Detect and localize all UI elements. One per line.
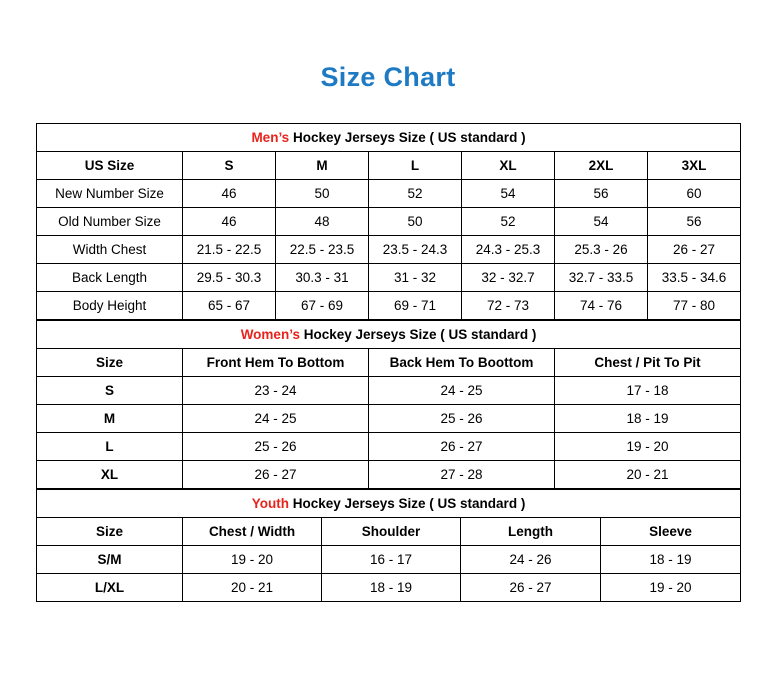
mens-row-2-cell-2: 22.5 - 23.5 <box>276 236 369 264</box>
womens-row-2-cell-2: 26 - 27 <box>369 433 555 461</box>
womens-row-1-label: M <box>37 405 183 433</box>
table-row <box>37 208 741 236</box>
mens-row-4-cell-4: 72 - 73 <box>462 292 555 320</box>
table-header-row <box>37 518 741 546</box>
table-row <box>37 461 741 489</box>
youth-header-cell-3: Length <box>461 518 601 546</box>
table-header-row <box>37 152 741 180</box>
mens-row-0-label: New Number Size <box>37 180 183 208</box>
mens-row-1-cell-1: 46 <box>183 208 276 236</box>
mens-row-0-cell-5: 56 <box>555 180 648 208</box>
youth-row-1-label: L/XL <box>37 574 183 602</box>
mens-section-heading-accent: Men’s <box>251 130 290 145</box>
page-title: Size Chart <box>320 62 456 92</box>
table-row <box>37 377 741 405</box>
womens-row-0-cell-2: 24 - 25 <box>369 377 555 405</box>
womens-row-1-cell-3: 18 - 19 <box>555 405 741 433</box>
size-chart-tables <box>36 123 740 602</box>
youth-size-table <box>36 489 741 602</box>
mens-section-heading-rest: Hockey Jerseys Size ( US standard ) <box>289 130 526 145</box>
mens-header-cell-1: S <box>183 152 276 180</box>
mens-row-2-cell-6: 26 - 27 <box>648 236 741 264</box>
mens-row-1-label: Old Number Size <box>37 208 183 236</box>
table-row <box>37 292 741 320</box>
womens-section-heading-accent: Women’s <box>240 327 300 342</box>
mens-row-2-cell-4: 24.3 - 25.3 <box>462 236 555 264</box>
mens-row-1-cell-3: 50 <box>369 208 462 236</box>
youth-header-cell-4: Sleeve <box>601 518 741 546</box>
table-row <box>37 433 741 461</box>
mens-row-3-label: Back Length <box>37 264 183 292</box>
mens-header-cell-3: L <box>369 152 462 180</box>
table-header-row <box>37 349 741 377</box>
mens-row-1-cell-2: 48 <box>276 208 369 236</box>
mens-row-4-label: Body Height <box>37 292 183 320</box>
table-row <box>37 574 741 602</box>
youth-row-1-cell-3: 26 - 27 <box>461 574 601 602</box>
womens-row-2-cell-1: 25 - 26 <box>183 433 369 461</box>
mens-row-1-cell-5: 54 <box>555 208 648 236</box>
mens-row-2-cell-3: 23.5 - 24.3 <box>369 236 462 264</box>
mens-row-4-cell-5: 74 - 76 <box>555 292 648 320</box>
mens-header-cell-6: 3XL <box>648 152 741 180</box>
mens-header-cell-2: M <box>276 152 369 180</box>
womens-row-1-cell-2: 25 - 26 <box>369 405 555 433</box>
table-row <box>37 180 741 208</box>
womens-row-0-cell-3: 17 - 18 <box>555 377 741 405</box>
youth-section-heading-rest: Hockey Jerseys Size ( US standard ) <box>288 496 526 511</box>
mens-header-cell-0: US Size <box>37 152 183 180</box>
table-section-heading-row <box>37 124 741 152</box>
youth-row-0-cell-4: 18 - 19 <box>601 546 741 574</box>
mens-row-2-cell-1: 21.5 - 22.5 <box>183 236 276 264</box>
youth-header-cell-1: Chest / Width <box>183 518 322 546</box>
table-section-heading-row <box>37 490 741 518</box>
womens-row-1-cell-1: 24 - 25 <box>183 405 369 433</box>
mens-row-2-label: Width Chest <box>37 236 183 264</box>
youth-row-0-cell-3: 24 - 26 <box>461 546 601 574</box>
mens-header-cell-4: XL <box>462 152 555 180</box>
mens-row-1-cell-4: 52 <box>462 208 555 236</box>
table-row <box>37 405 741 433</box>
youth-section-heading <box>37 490 741 518</box>
mens-section-heading <box>37 124 741 152</box>
youth-row-0-label: S/M <box>37 546 183 574</box>
womens-size-table <box>36 320 741 489</box>
youth-row-0-cell-2: 16 - 17 <box>322 546 461 574</box>
womens-header-cell-1: Front Hem To Bottom <box>183 349 369 377</box>
mens-row-1-cell-6: 56 <box>648 208 741 236</box>
mens-row-3-cell-3: 31 - 32 <box>369 264 462 292</box>
womens-row-3-cell-3: 20 - 21 <box>555 461 741 489</box>
womens-row-3-label: XL <box>37 461 183 489</box>
womens-row-2-label: L <box>37 433 183 461</box>
womens-row-2-cell-3: 19 - 20 <box>555 433 741 461</box>
youth-section-heading-accent: Youth <box>251 496 289 511</box>
mens-row-4-cell-2: 67 - 69 <box>276 292 369 320</box>
mens-row-4-cell-1: 65 - 67 <box>183 292 276 320</box>
womens-header-cell-2: Back Hem To Boottom <box>369 349 555 377</box>
mens-row-3-cell-5: 32.7 - 33.5 <box>555 264 648 292</box>
mens-row-3-cell-6: 33.5 - 34.6 <box>648 264 741 292</box>
table-section-heading-row <box>37 321 741 349</box>
mens-row-0-cell-4: 54 <box>462 180 555 208</box>
mens-row-3-cell-1: 29.5 - 30.3 <box>183 264 276 292</box>
table-row <box>37 546 741 574</box>
table-row <box>37 264 741 292</box>
youth-header-cell-0: Size <box>37 518 183 546</box>
youth-row-1-cell-2: 18 - 19 <box>322 574 461 602</box>
mens-row-0-cell-2: 50 <box>276 180 369 208</box>
womens-row-0-label: S <box>37 377 183 405</box>
womens-section-heading-rest: Hockey Jerseys Size ( US standard ) <box>299 327 537 342</box>
mens-row-3-cell-4: 32 - 32.7 <box>462 264 555 292</box>
womens-row-0-cell-1: 23 - 24 <box>183 377 369 405</box>
womens-header-cell-3: Chest / Pit To Pit <box>555 349 741 377</box>
mens-header-cell-5: 2XL <box>555 152 648 180</box>
youth-row-1-cell-1: 20 - 21 <box>183 574 322 602</box>
womens-section-heading <box>37 321 741 349</box>
mens-size-table <box>36 123 741 320</box>
mens-row-4-cell-3: 69 - 71 <box>369 292 462 320</box>
mens-row-0-cell-1: 46 <box>183 180 276 208</box>
womens-row-3-cell-1: 26 - 27 <box>183 461 369 489</box>
mens-row-0-cell-3: 52 <box>369 180 462 208</box>
mens-row-3-cell-2: 30.3 - 31 <box>276 264 369 292</box>
mens-row-2-cell-5: 25.3 - 26 <box>555 236 648 264</box>
womens-row-3-cell-2: 27 - 28 <box>369 461 555 489</box>
table-row <box>37 236 741 264</box>
mens-row-4-cell-6: 77 - 80 <box>648 292 741 320</box>
youth-row-0-cell-1: 19 - 20 <box>183 546 322 574</box>
womens-header-cell-0: Size <box>37 349 183 377</box>
youth-row-1-cell-4: 19 - 20 <box>601 574 741 602</box>
mens-row-0-cell-6: 60 <box>648 180 741 208</box>
youth-header-cell-2: Shoulder <box>322 518 461 546</box>
